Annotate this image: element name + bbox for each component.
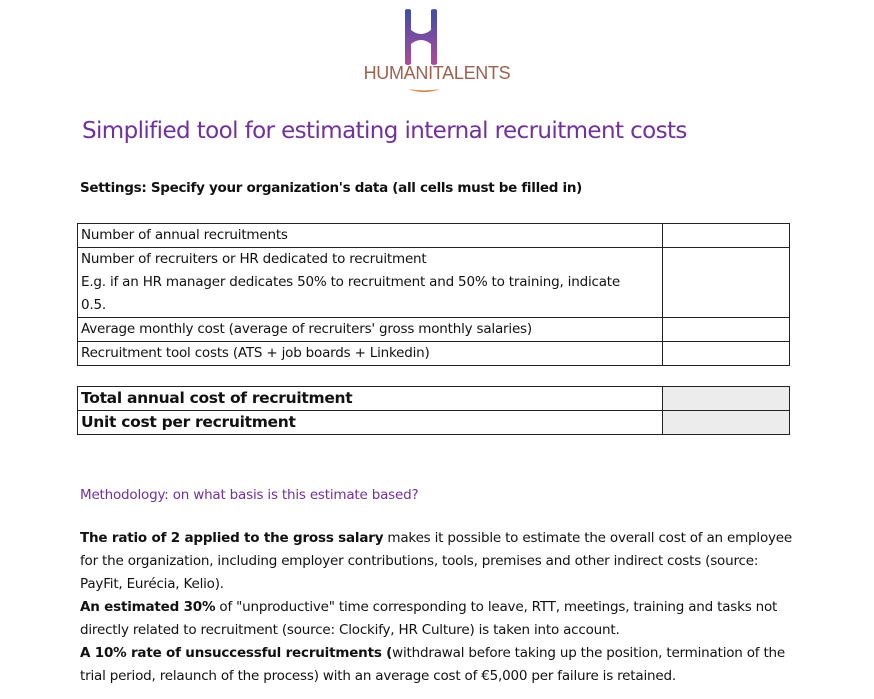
table-row	[78, 318, 790, 342]
totals-table	[77, 386, 790, 435]
methodology-text	[80, 527, 800, 688]
methodology-paragraph	[80, 642, 800, 688]
row-label-annual-recruitments	[78, 224, 663, 248]
row-label-line: Average monthly cost (average of recruiters' gross monthly salaries)	[81, 321, 532, 337]
table-row	[78, 411, 790, 435]
table-row	[78, 248, 790, 318]
table-row	[78, 387, 790, 411]
table-row	[78, 342, 790, 366]
methodology-emphasis: An estimated 30%	[80, 599, 216, 615]
methodology-body: withdrawal before taking up the position, termination of the trial period, relaunch of the process) with an average cost of €5,000 per failure is retained.	[80, 645, 786, 684]
methodology-emphasis: The ratio of 2 applied to the gross salary	[80, 530, 384, 546]
methodology-body: makes it possible to estimate the overall cost of an employee for the organization, including employer contributions, tools, premises and other indirect costs (source: PayFit, Eurécia, Kelio).	[80, 530, 793, 592]
row-label-line: Number of annual recruitments	[81, 227, 288, 243]
input-tool-costs[interactable]	[663, 342, 790, 366]
methodology-paragraph	[80, 596, 800, 642]
row-label-example-cont: 0.5.	[81, 297, 106, 313]
row-label-line: Number of recruiters or HR dedicated to recruitment	[81, 251, 427, 267]
logo-underline-swoosh	[407, 88, 441, 94]
input-annual-recruitments[interactable]	[663, 224, 790, 248]
methodology-body: of "unproductive" time corresponding to leave, RTT, meetings, training and tasks not directly related to recruitment (source: Clockify, HR Culture) is taken into account.	[80, 599, 778, 638]
row-label-example: E.g. if an HR manager dedicates 50% to recruitment and 50% to training, indicate	[81, 274, 620, 290]
methodology-emphasis: A 10% rate of unsuccessful recruitments (	[80, 645, 393, 661]
total-annual-cost-value	[663, 387, 790, 411]
row-label-average-monthly-cost	[78, 318, 663, 342]
methodology-heading: Methodology: on what basis is this estimate based?	[80, 487, 419, 503]
unit-cost-value	[663, 411, 790, 435]
logo-wordmark	[0, 63, 874, 84]
company-logo	[0, 0, 874, 100]
row-label-recruiters-count	[78, 248, 663, 318]
total-annual-cost-label: Total annual cost of recruitment	[78, 387, 663, 411]
input-average-monthly-cost[interactable]	[663, 318, 790, 342]
logo-wordmark-part1: HUMANI	[363, 63, 433, 83]
input-recruiters-count[interactable]	[663, 248, 790, 318]
parameters-table	[77, 223, 790, 366]
humanitalents-logo-icon	[402, 8, 440, 66]
table-row	[78, 224, 790, 248]
settings-heading: Settings: Specify your organization's data (all cells must be filled in)	[80, 180, 583, 196]
unit-cost-label: Unit cost per recruitment	[78, 411, 663, 435]
row-label-tool-costs	[78, 342, 663, 366]
row-label-line: Recruitment tool costs (ATS + job boards + Linkedin)	[81, 345, 430, 361]
logo-wordmark-part2: TALENTS	[432, 63, 511, 83]
methodology-paragraph	[80, 527, 800, 596]
page-title: Simplified tool for estimating internal recruitment costs	[82, 118, 687, 144]
